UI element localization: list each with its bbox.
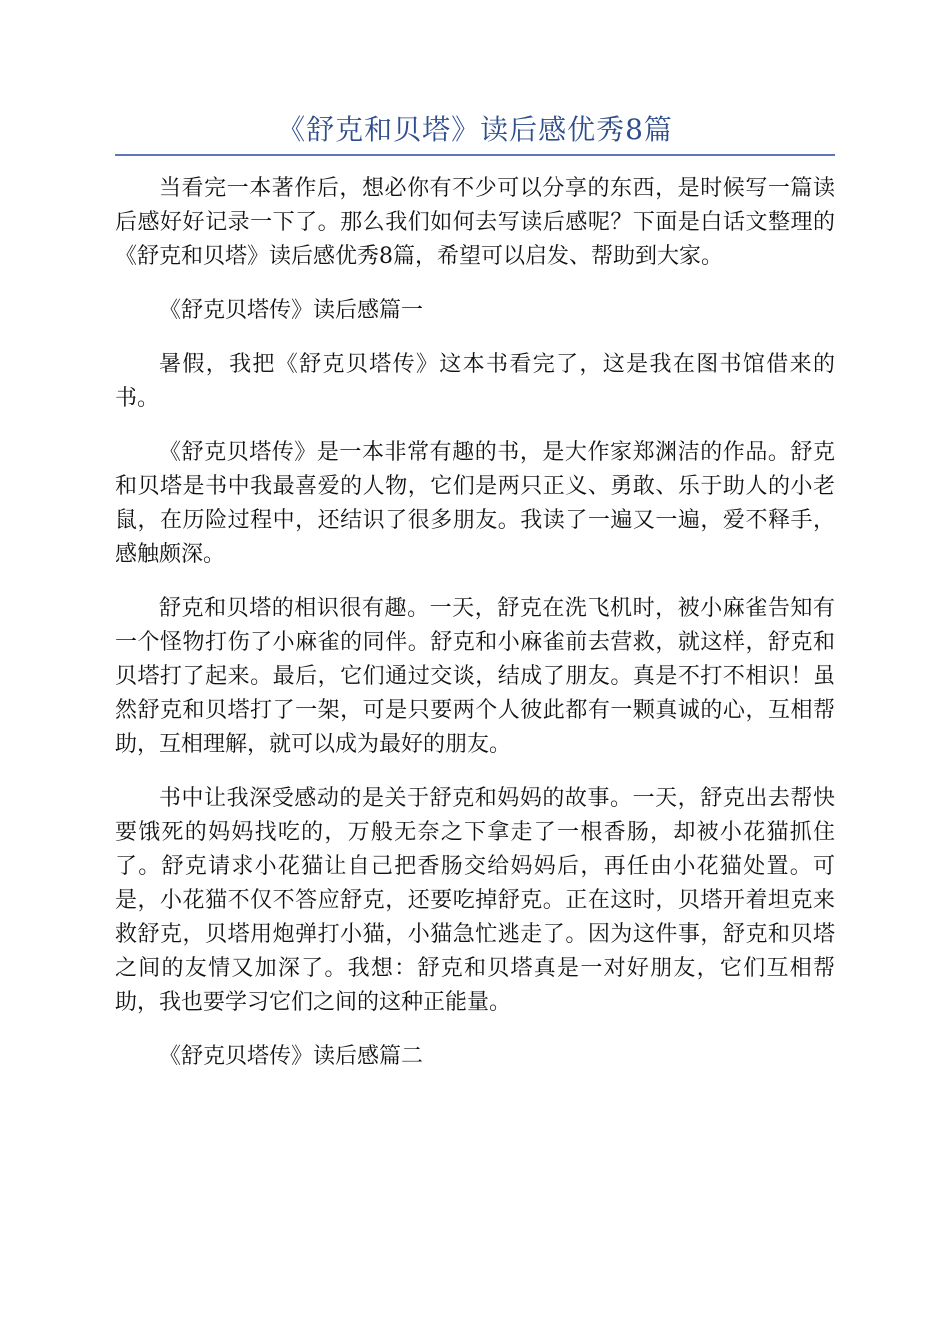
document-body <box>115 172 835 1094</box>
body-paragraph: 书中让我深受感动的是关于舒克和妈妈的故事。一天，舒克出去帮快要饿死的妈妈找吃的，万般无奈之下拿走了一根香肠，却被小花猫抓住了。舒克请求小花猫让自己把香肠交给妈妈后，再任由小花猫处置。可是，小花猫不仅不答应舒克，还要吃掉舒克。正在这时，贝塔开着坦克来救舒克，贝塔用炮弹打小猫，小猫急忙逃走了。因为这件事，舒克和贝塔之间的友情又加深了。我想：舒克和贝塔真是一对好朋友，它们互相帮助，我也要学习它们之间的这种正能量。 <box>115 786 835 1015</box>
section-heading-2: 《舒克贝塔传》读后感篇二 <box>159 1044 424 1069</box>
section-heading-1: 《舒克贝塔传》读后感篇一 <box>159 298 424 323</box>
body-paragraph: 暑假，我把《舒克贝塔传》这本书看完了，这是我在图书馆借来的书。 <box>115 352 835 411</box>
body-paragraph: 《舒克贝塔传》是一本非常有趣的书，是大作家郑渊洁的作品。舒克和贝塔是书中我最喜爱的人物，它们是两只正义、勇敢、乐于助人的小老鼠，在历险过程中，还结识了很多朋友。我读了一遍又一遍，爱不释手，感触颇深。 <box>115 440 835 567</box>
document-title: 《舒克和贝塔》读后感优秀8篇 <box>277 113 673 146</box>
title-underline <box>115 154 835 156</box>
intro-paragraph: 当看完一本著作后，想必你有不少可以分享的东西，是时候写一篇读后感好好记录一下了。那么我们如何去写读后感呢？下面是白话文整理的《舒克和贝塔》读后感优秀8篇，希望可以启发、帮助到大家。 <box>115 176 835 269</box>
body-paragraph: 舒克和贝塔的相识很有趣。一天，舒克在洗飞机时，被小麻雀告知有一个怪物打伤了小麻雀的同伴。舒克和小麻雀前去营救，就这样，舒克和贝塔打了起来。最后，它们通过交谈，结成了朋友。真是不打不相识！虽然舒克和贝塔打了一架，可是只要两个人彼此都有一颗真诚的心，互相帮助，互相理解，就可以成为最好的朋友。 <box>115 596 835 757</box>
